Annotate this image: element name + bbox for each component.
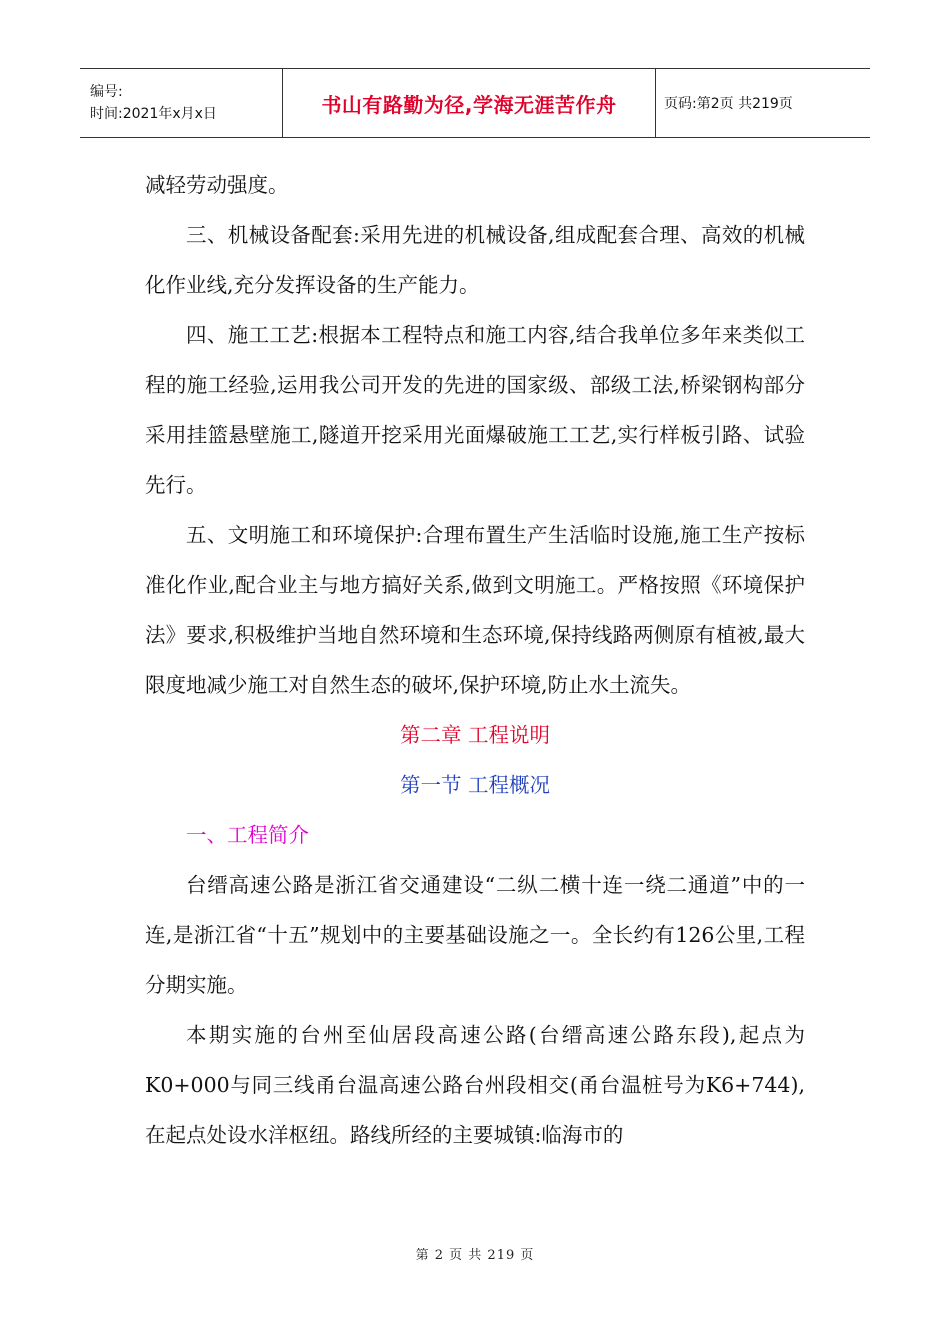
paragraph: 减轻劳动强度。 xyxy=(145,173,289,197)
paragraph: 五、文明施工和环境保护:合理布置生产生活临时设施,施工生产按标准化作业,配合业主与地方搞好关系,做到文明施工。严格按照《环境保护法》要求,积极维护当地自然环境和生态环境,保持线路两侧原有植被,最大限度地减少施工对自然生态的破坏,保护环境,防止水土流失。 xyxy=(145,523,805,697)
chapter-title: 第二章 工程说明 xyxy=(399,723,551,747)
page-footer: 第 2 页 共 219 页 xyxy=(415,1248,535,1263)
page-header xyxy=(80,68,870,138)
serial-label: 编号: xyxy=(90,84,123,100)
subsection-title: 一、工程简介 xyxy=(186,823,309,847)
paragraph: 台缙高速公路是浙江省交通建设“二纵二横十连一绕二通道”中的一连,是浙江省“十五”规划中的主要基础设施之一。全长约有126公里,工程分期实施。 xyxy=(145,873,805,997)
paragraph: 四、施工工艺:根据本工程特点和施工内容,结合我单位多年来类似工程的施工经验,运用我公司开发的先进的国家级、部级工法,桥梁钢构部分采用挂篮悬壁施工,隧道开挖采用光面爆破施工工艺,实行样板引路、试验先行。 xyxy=(145,323,805,497)
document-body xyxy=(145,160,805,1160)
section-title: 第一节 工程概况 xyxy=(399,773,551,797)
header-page-info: 页码:第2页 共219页 xyxy=(664,96,793,112)
paragraph: 本期实施的台州至仙居段高速公路(台缙高速公路东段),起点为K0+000与同三线甬台温高速公路台州段相交(甬台温桩号为K6+744),在起点处设水洋枢纽。路线所经的主要城镇:临海市的 xyxy=(145,1023,805,1147)
time-label: 时间:2021年x月x日 xyxy=(90,106,217,122)
header-meta xyxy=(80,69,282,137)
header-motto: 书山有路勤为径,学海无涯苦作舟 xyxy=(282,69,656,137)
paragraph: 三、机械设备配套:采用先进的机械设备,组成配套合理、高效的机械化作业线,充分发挥设备的生产能力。 xyxy=(145,223,805,297)
